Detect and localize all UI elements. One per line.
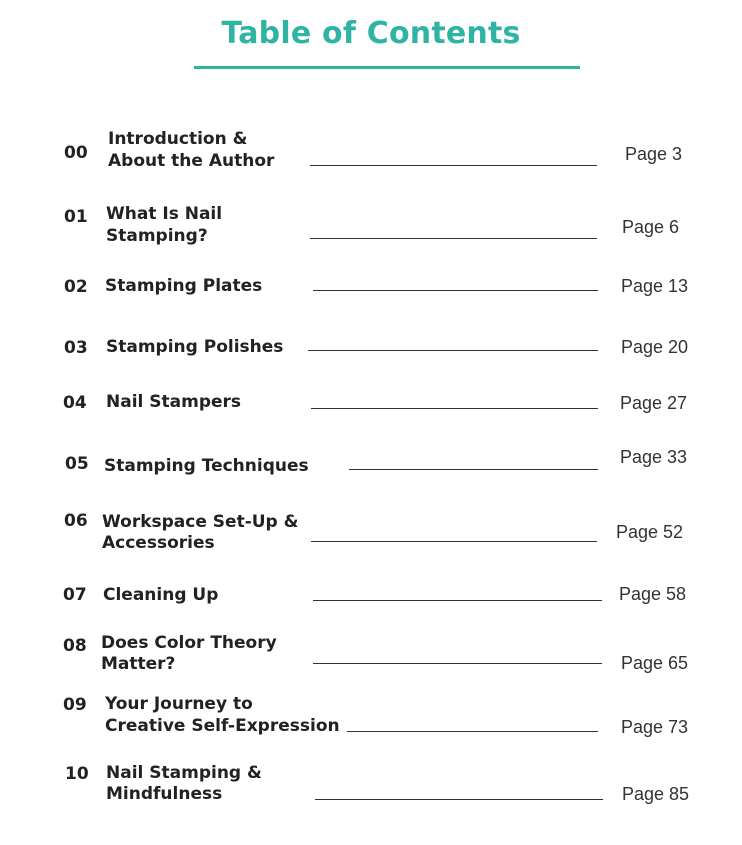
entry-page: Page 58 xyxy=(619,584,687,604)
entry-page: Page 6 xyxy=(622,217,680,237)
entry-title-line-2: Creative Self-Expression xyxy=(105,716,340,736)
entry-page: Page 33 xyxy=(620,447,688,467)
entry-number: 02 xyxy=(64,277,88,297)
entry-number: 09 xyxy=(63,695,87,715)
entry-number: 03 xyxy=(64,338,88,358)
entry-title-line-1: Stamping Plates xyxy=(105,276,263,296)
leader-line xyxy=(310,238,597,239)
entry-number: 01 xyxy=(64,207,88,227)
leader-line xyxy=(349,469,598,470)
entry-title-line-2: Mindfulness xyxy=(106,784,223,804)
entry-title-line-2: Accessories xyxy=(102,533,215,553)
entry-title-line-1: Does Color Theory xyxy=(101,633,277,653)
entry-number: 05 xyxy=(65,454,89,474)
entry-title-line-1: Introduction & xyxy=(108,129,248,149)
entry-page: Page 27 xyxy=(620,393,688,413)
entry-title-line-1: Stamping Techniques xyxy=(104,456,309,476)
entry-title-line-1: Nail Stamping & xyxy=(106,763,262,783)
entry-title-line-1: Workspace Set-Up & xyxy=(102,512,299,532)
entry-page: Page 3 xyxy=(625,144,683,164)
entry-title-line-1: Stamping Polishes xyxy=(106,337,284,357)
entry-page: Page 13 xyxy=(621,276,689,296)
entry-page: Page 73 xyxy=(621,717,689,737)
leader-line xyxy=(311,541,597,542)
entry-number: 00 xyxy=(64,143,88,163)
leader-line xyxy=(315,799,603,800)
entry-number: 08 xyxy=(63,636,87,656)
page-title: Table of Contents xyxy=(221,16,521,51)
title-underline xyxy=(194,66,580,69)
leader-line xyxy=(313,290,598,291)
leader-line xyxy=(308,350,598,351)
entry-title-line-1: Cleaning Up xyxy=(103,585,219,605)
entry-number: 10 xyxy=(65,764,89,784)
entry-page: Page 52 xyxy=(616,522,684,542)
entry-page: Page 65 xyxy=(621,653,689,673)
leader-line xyxy=(313,600,602,601)
leader-line xyxy=(310,165,597,166)
entry-number: 07 xyxy=(63,585,87,605)
entry-title-line-1: Your Journey to xyxy=(105,694,253,714)
entry-page: Page 20 xyxy=(621,337,689,357)
entry-title-line-2: Matter? xyxy=(101,654,176,674)
leader-line xyxy=(347,731,598,732)
leader-line xyxy=(313,663,602,664)
entry-number: 06 xyxy=(64,511,88,531)
entry-title-line-1: What Is Nail xyxy=(106,204,223,224)
entry-title-line-2: About the Author xyxy=(108,151,275,171)
entry-title-line-1: Nail Stampers xyxy=(106,392,242,412)
leader-line xyxy=(311,408,598,409)
entry-number: 04 xyxy=(63,393,87,413)
entry-title-line-2: Stamping? xyxy=(106,226,208,246)
entry-page: Page 85 xyxy=(622,784,690,804)
